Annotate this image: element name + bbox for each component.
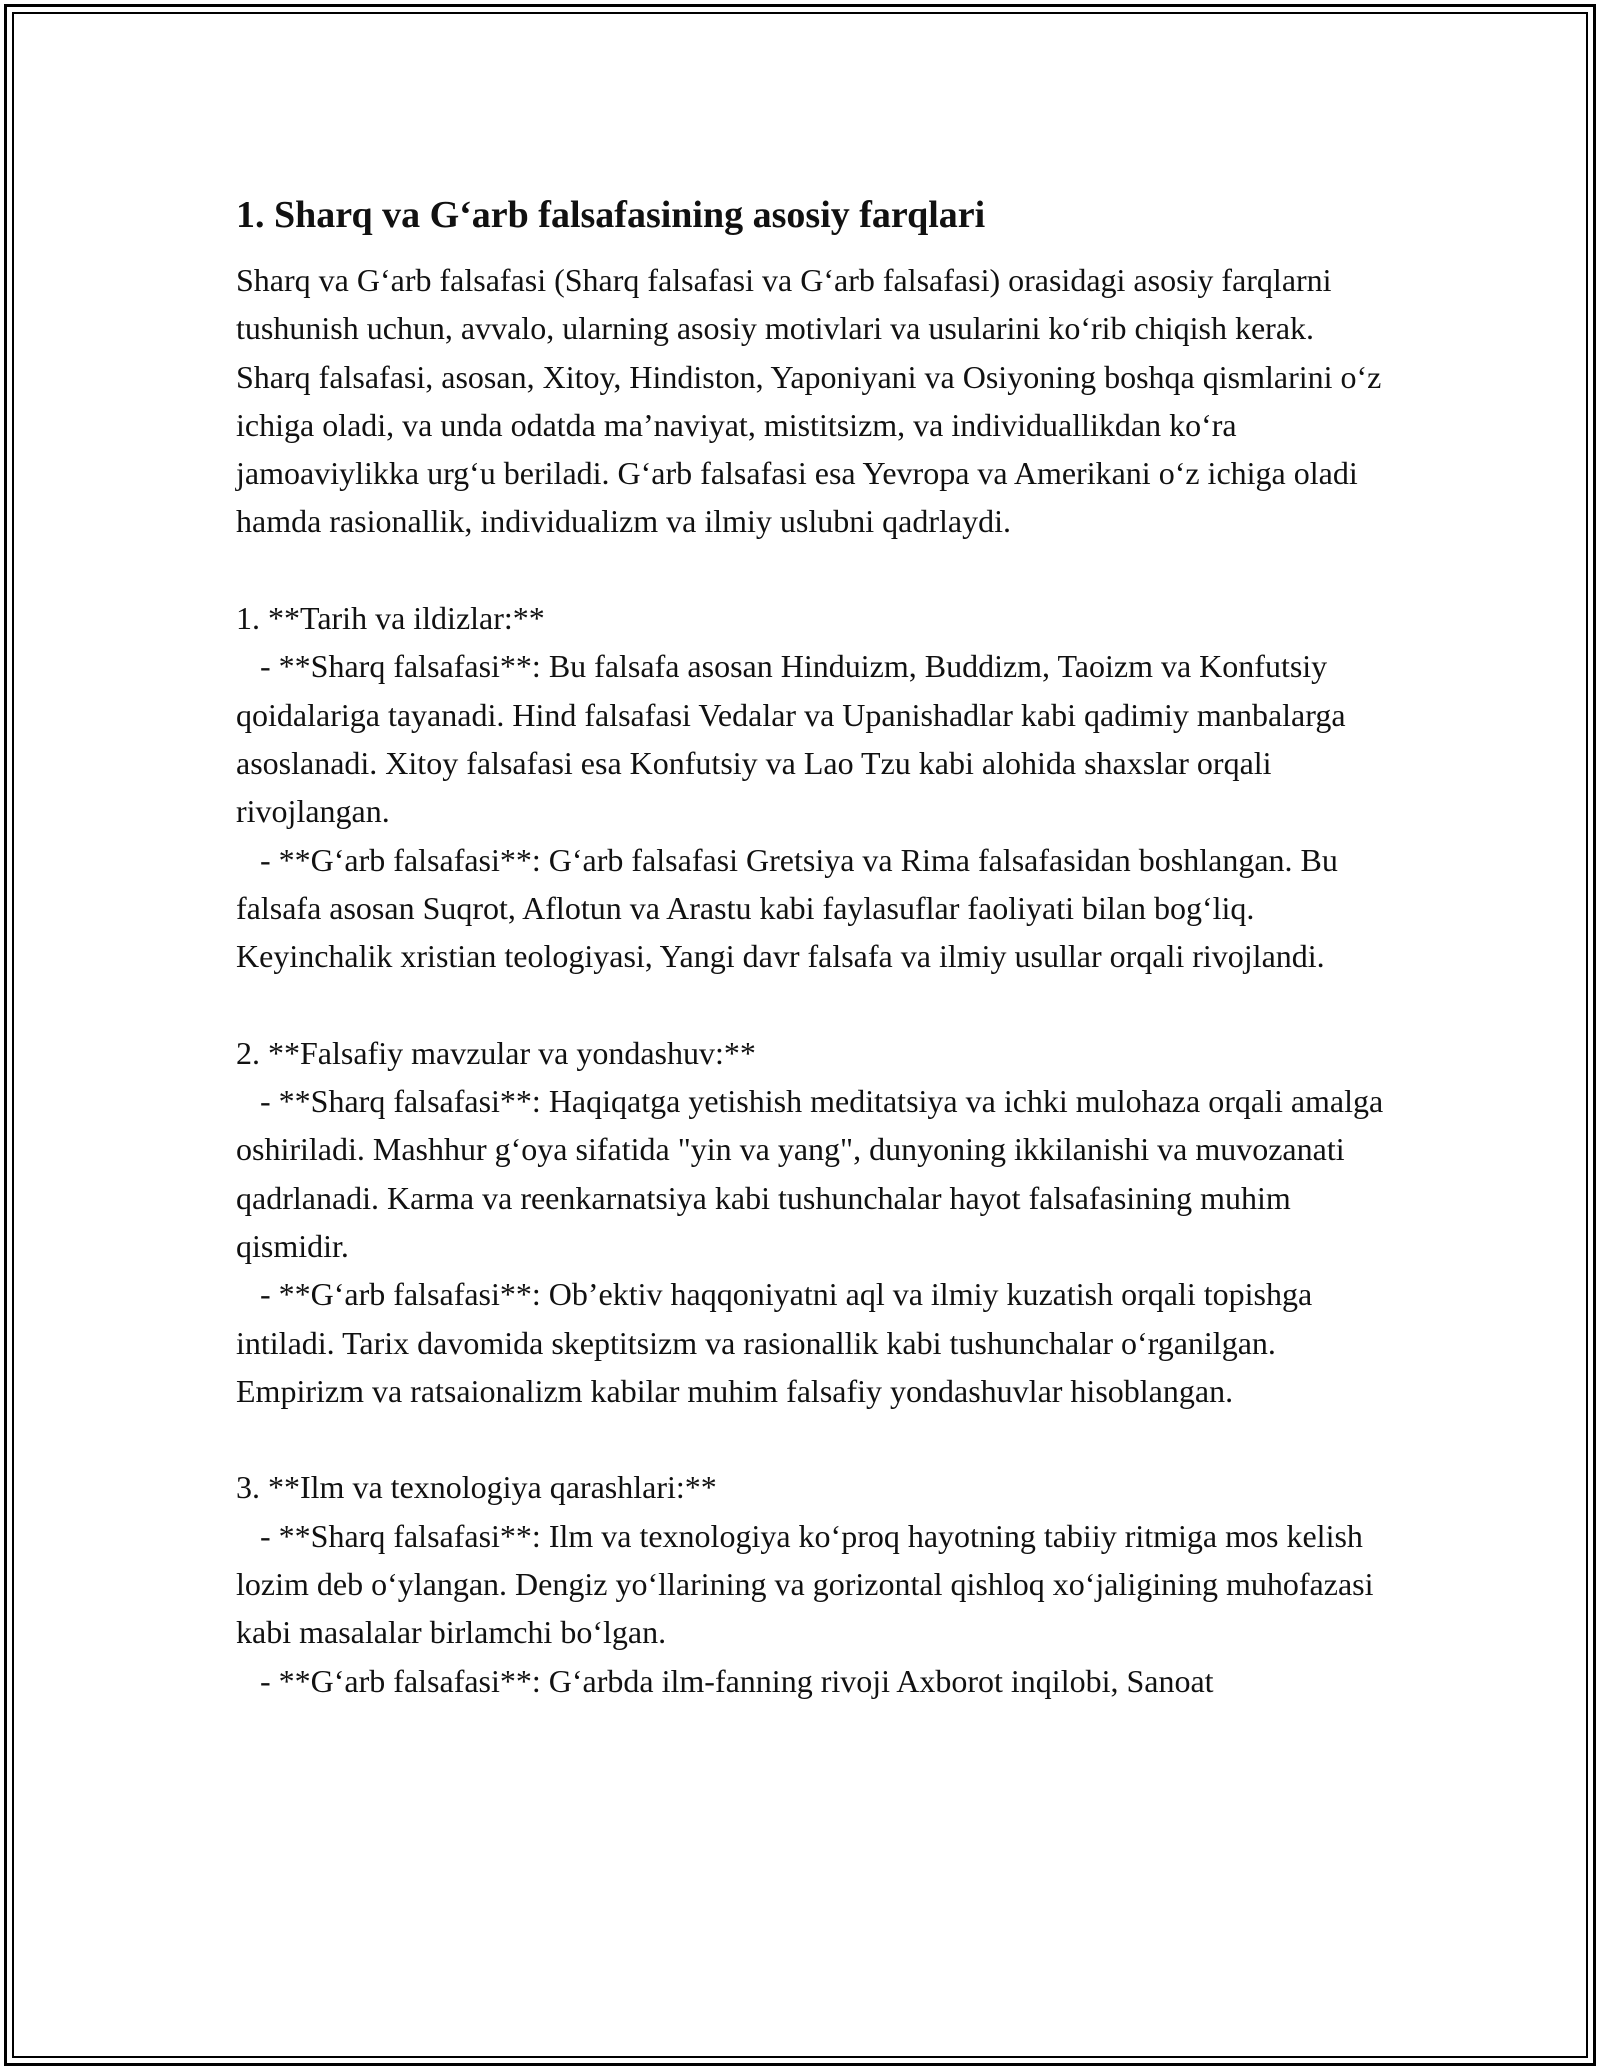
section-3-heading: 3. **Ilm va texnologiya qarashlari:**: [236, 1469, 717, 1506]
section-3-west-paragraph: - **G‘arb falsafasi**: G‘arbda ilm-fanning rivoji Axborot inqilobi, Sanoat: [236, 1662, 1214, 1699]
spacer: [236, 546, 1386, 594]
intro-paragraph: Sharq va G‘arb falsafasi (Sharq falsafasi va G‘arb falsafasi) orasidagi asosiy farqlarni tushunish uchun, avvalo, ularning asosiy motivlari va usularini ko‘rib chiqish kerak. Sharq falsafasi, asosan, Xitoy, Hindiston, Yaponiyani va Osiyoning boshqa qismlarini o‘z ichiga oladi, va unda odatda ma’naviyat, mistitsizm, va individuallikdan ko‘ra jamoaviylikka urg‘u beriladi. G‘arb falsafasi esa Yevropa va Amerikani o‘z ichiga oladi hamda rasionallik, individualizm va ilmiy uslubni qadrlaydi.: [236, 262, 1390, 540]
section-2-east-paragraph: - **Sharq falsafasi**: Haqiqatga yetishish meditatsiya va ichki mulohaza orqali amalga oshiriladi. Mashhur g‘oya sifatida "yin va yang", dunyoning ikkilanishi va muvozanati qadrlanadi. Karma va reenkarnatsiya kabi tushunchalar hayot falsafasining muhim qismidir.: [236, 1083, 1392, 1264]
spacer: [236, 980, 1386, 1028]
document-title: 1. Sharq va G‘arb falsafasining asosiy farqlari: [236, 194, 986, 236]
section-1-heading: 1. **Tarih va ildizlar:**: [236, 600, 545, 637]
section-1-west-paragraph: - **G‘arb falsafasi**: G‘arb falsafasi Gretsiya va Rima falsafasidan boshlangan. Bu falsafa asosan Suqrot, Aflotun va Arastu kabi faylasuflar faoliyati bilan bog‘liq. Keyinchalik xristian teologiyasi, Yangi davr falsafa va ilmiy usullar orqali rivojlandi.: [236, 841, 1346, 975]
section-2-heading: 2. **Falsafiy mavzular va yondashuv:**: [236, 1034, 756, 1071]
document-page: [236, 188, 1392, 1705]
section-2-west-paragraph: - **G‘arb falsafasi**: Ob’ektiv haqqoniyatni aql va ilmiy kuzatish orqali topishga intiladi. Tarix davomida skeptitsizm va rasionallik kabi tushunchalar o‘rganilgan. Empirizm va ratsaionalizm kabilar muhim falsafiy yondashuvlar hisoblangan.: [236, 1276, 1321, 1409]
section-1-east-paragraph: - **Sharq falsafasi**: Bu falsafa asosan Hinduizm, Buddizm, Taoizm va Konfutsiy qoidalariga tayanadi. Hind falsafasi Vedalar va Upanishadlar kabi qadimiy manbalarga asoslanadi. Xitoy falsafasi esa Konfutsiy va Lao Tzu kabi alohida shaxslar orqali rivojlangan.: [236, 648, 1354, 830]
section-3-east-paragraph: - **Sharq falsafasi**: Ilm va texnologiya ko‘proq hayotning tabiiy ritmiga mos kelish lozim deb o‘ylangan. Dengiz yo‘llarining va gorizontal qishloq xo‘jaligining muhofazasi kabi masalalar birlamchi bo‘lgan.: [236, 1517, 1382, 1651]
spacer: [236, 1415, 1386, 1463]
